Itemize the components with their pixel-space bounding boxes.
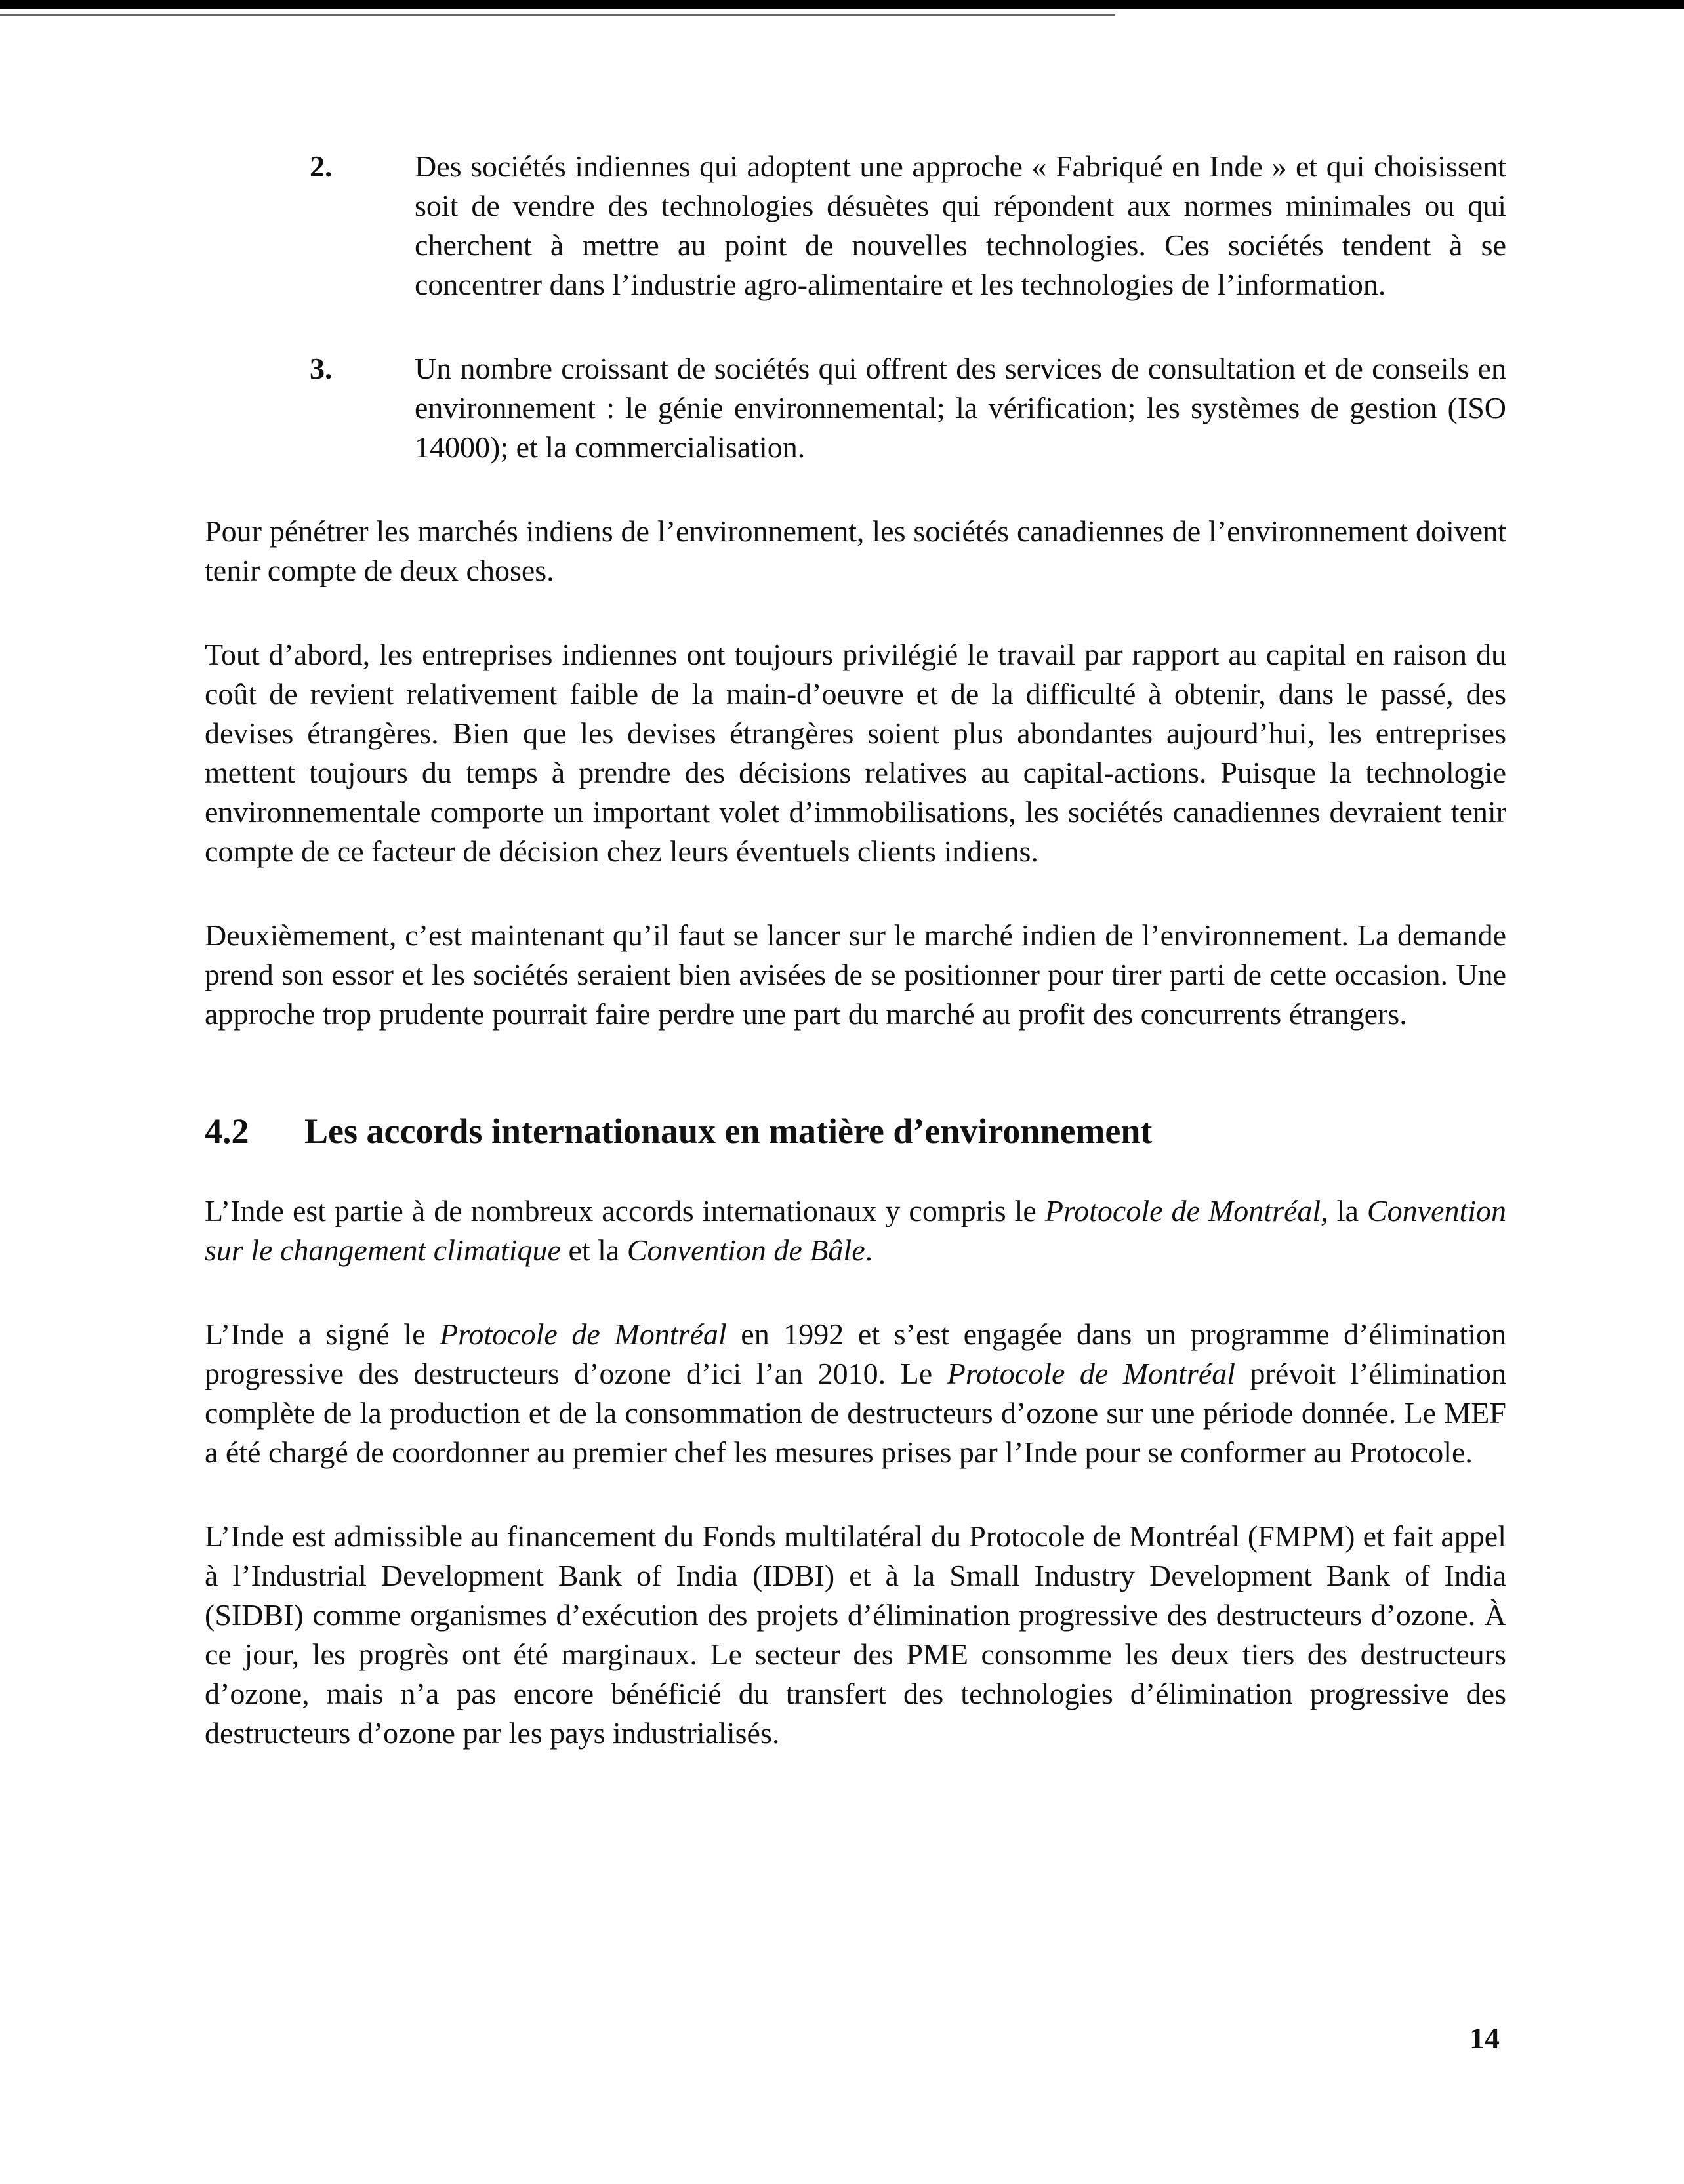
text-run: . — [865, 1233, 873, 1267]
top-thin-rule — [0, 14, 1115, 16]
italic-text-run: Protocole de Montréal — [947, 1357, 1236, 1390]
list-item-3 — [205, 349, 1506, 467]
paragraph-funding: L’Inde est admissible au financement du Fonds multilatéral du Protocole de Montréal (FMPM) et fait appel à l’Industrial Development Bank of India (IDBI) et à la Small Industry Development Bank of India (SIDBI) comme organismes d’exécution des projets d’élimination progressive des destructeurs d’ozone. À ce jour, les progrès ont été marginaux. Le secteur des PME consomme les deux tiers des destructeurs d’ozone, mais n’a pas encore bénéficié du transfert des technologies d’élimination progressive des destructeurs d’ozone par les pays industrialisés. — [205, 1519, 1506, 1750]
italic-text-run: Convention de Bâle — [626, 1233, 865, 1267]
paragraph-intro: Pour pénétrer les marchés indiens de l’environnement, les sociétés canadiennes de l’environnement doivent tenir compte de deux choses. — [205, 514, 1506, 587]
text-run: en 1992 et s’est engagée dans un programme d’élimination progressive des destructeurs d’ozone d’ici l’an 2010. Le — [205, 1317, 1506, 1390]
text-run: prévoit l’élimination complète de la production et de la consommation de destructeurs d’ozone sur une période donnée. Le MEF a été chargé de coordonner au premier chef les mesures prises par l’Inde pour se conformer au Protocole. — [205, 1357, 1506, 1469]
text-run: et la — [560, 1233, 627, 1267]
list-item-text: Des sociétés indiennes qui adoptent une approche « Fabriqué en Inde » et qui choisissent soit de vendre des technologies désuètes qui répondent aux normes minimales ou qui cherchent à mettre au point de nouvelles technologies. Ces sociétés tendent à se concentrer dans l’industrie agro-alimentaire et les technologies de l’information. — [415, 150, 1506, 301]
paragraph-first-point: Tout d’abord, les entreprises indiennes ont toujours privilégié le travail par rapport au capital en raison du coût de revient relativement faible de la main-d’oeuvre et de la difficulté à obtenir, dans le passé, des devises étrangères. Bien que les devises étrangères soient plus abondantes aujourd’hui, les entreprises mettent toujours du temps à prendre des décisions relatives au capital-actions. Puisque la technologie environnementale comporte un important volet d’immobilisations, les sociétés canadiennes devraient tenir compte de ce facteur de décision chez leurs éventuels clients indiens. — [205, 638, 1506, 868]
paragraph-montreal-protocol — [205, 1315, 1506, 1472]
text-run: L’Inde est partie à de nombreux accords internationaux y compris le — [205, 1194, 1045, 1227]
italic-text-run: Protocole de Montréal, — [1044, 1194, 1328, 1227]
section-number: 4.2 — [205, 1111, 249, 1151]
list-item-2 — [205, 147, 1506, 304]
list-item-text: Un nombre croissant de sociétés qui offrent des services de consultation et de conseils en environnement : le génie environnemental; la vérification; les systèmes de gestion (ISO 14000); et la commercialisation. — [415, 352, 1506, 464]
top-border-rule — [0, 0, 1684, 9]
paragraph-agreements — [205, 1191, 1506, 1270]
paragraph-second-point: Deuxièmement, c’est maintenant qu’il faut se lancer sur le marché indien de l’environnement. La demande prend son essor et les sociétés seraient bien avisées de se positionner pour tirer parti de cette occasion. Une approche trop prudente pourrait faire perdre une part du marché au profit des concurrents étrangers. — [205, 918, 1506, 1031]
list-number: 2. — [310, 150, 333, 183]
section-title: Les accords internationaux en matière d’environnement — [304, 1111, 1153, 1151]
text-run: L’Inde a signé le — [205, 1317, 440, 1351]
italic-text-run: Protocole de Montréal — [440, 1317, 727, 1351]
italic-text-run: Convention sur le changement climatique — [205, 1194, 1506, 1267]
list-number: 3. — [310, 352, 333, 385]
text-run: la — [1328, 1194, 1367, 1227]
document-page — [205, 147, 1506, 1798]
page-number: 14 — [1469, 2021, 1500, 2055]
section-heading — [205, 1110, 1506, 1152]
